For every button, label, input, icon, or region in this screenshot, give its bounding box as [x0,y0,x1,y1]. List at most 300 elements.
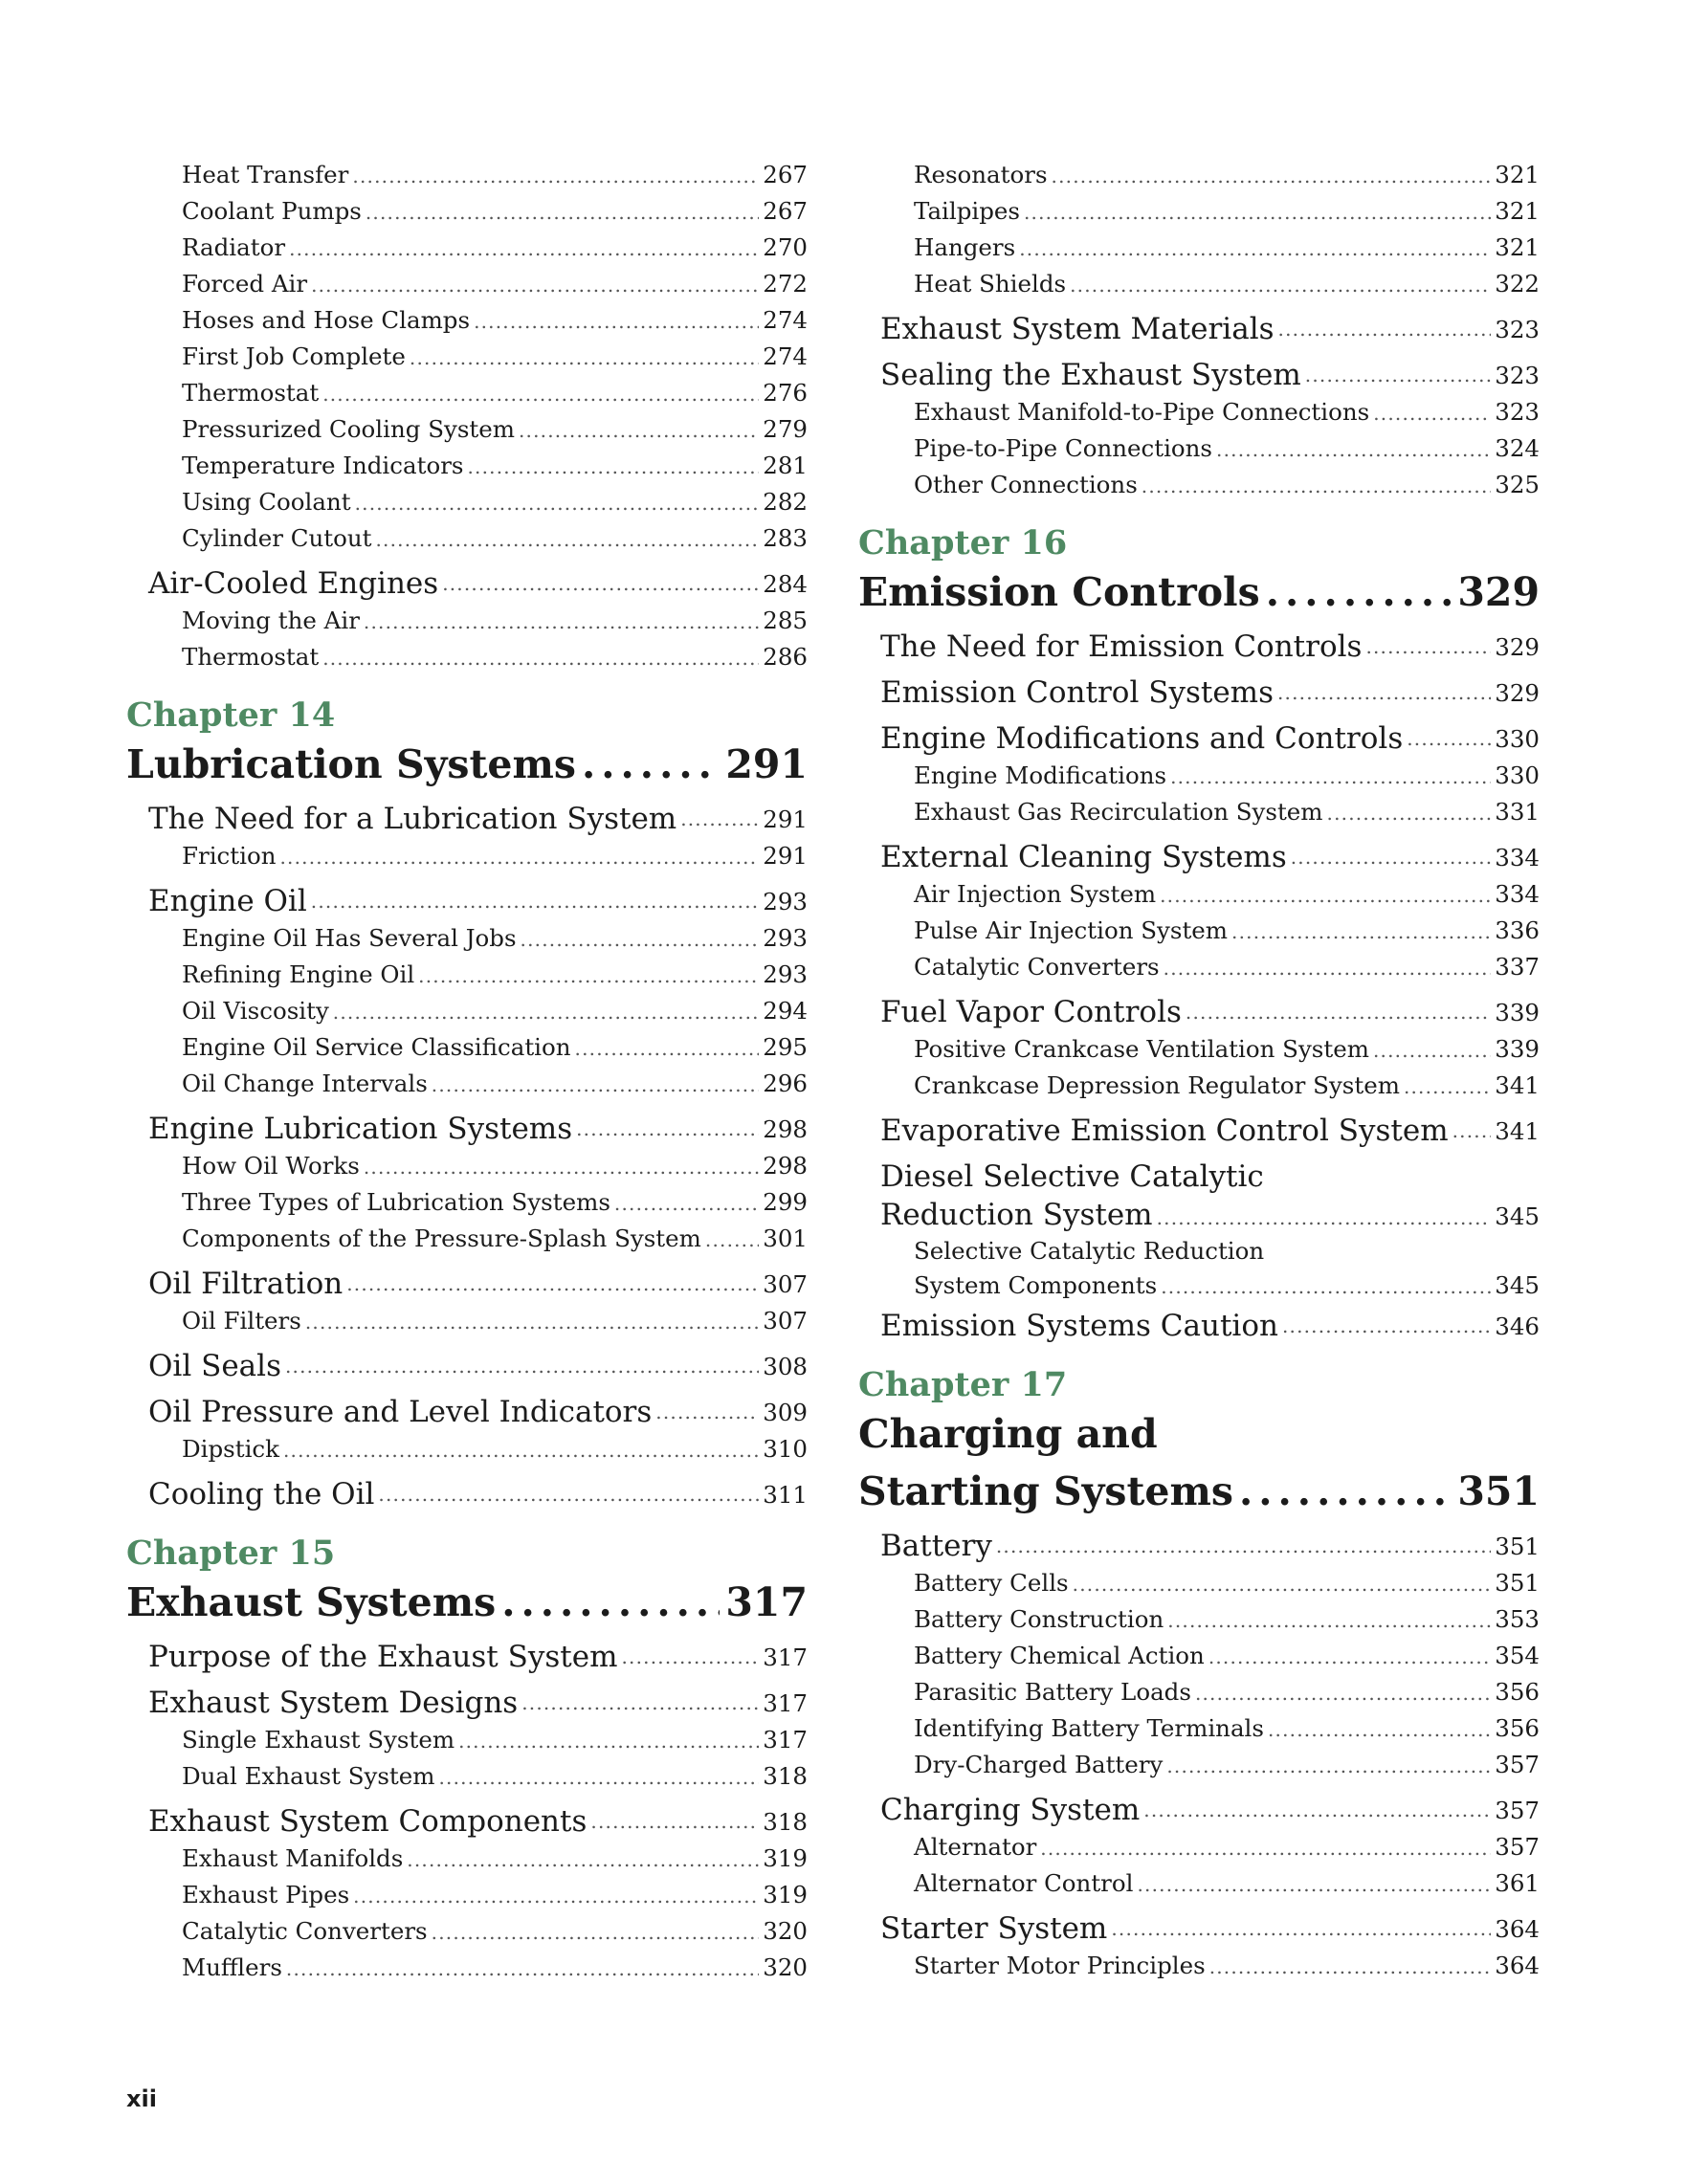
dot-leader [279,848,759,867]
toc-subentry [858,1642,1540,1678]
dot-leader [1052,166,1492,186]
entry-title: Exhaust Manifold-to-Pipe Connections [914,398,1370,426]
dot-leader [1137,1875,1491,1894]
entry-title: Lubrication Systems [126,741,576,787]
toc-section [858,1158,1540,1234]
entry-page: 354 [1495,1642,1540,1669]
toc-subentry [858,1035,1540,1071]
toc-subentry [126,233,808,270]
toc-section [126,1261,808,1307]
toc-subentry [126,1070,808,1106]
dot-leader [1070,276,1491,295]
entry-title: Thermostat [182,379,320,407]
dot-leader [1291,848,1492,867]
entry-page: 276 [763,379,808,407]
toc-subentry [126,197,808,233]
entry-title: Engine Oil Service Classification [182,1033,571,1061]
entry-page: 299 [763,1188,808,1216]
entry-title-line: Selective Catalytic Reduction [914,1237,1265,1265]
entry-title: Alternator [914,1833,1037,1861]
entry-title: Hoses and Hose Clamps [182,306,471,334]
toc-subentry [126,1726,808,1762]
entry-title: Components of the Pressure-Splash System [182,1224,701,1252]
entry-title: Dual Exhaust System [182,1762,435,1790]
entry-page: 345 [1495,1271,1540,1299]
entry-page: 317 [763,1643,808,1671]
entry-page: 294 [763,997,808,1025]
toc-subentry [126,1188,808,1224]
toc-section [126,1343,808,1389]
entry-page: 279 [763,415,808,443]
entry-page: 317 [725,1579,808,1625]
entry-page: 321 [1495,233,1540,261]
entry-title: Emission Control Systems [880,675,1274,710]
entry-title: Mufflers [182,1953,282,1981]
dot-leader [1170,767,1491,786]
entry-page: 323 [1495,361,1540,389]
dot-leader [1195,1684,1491,1703]
entry-page: 282 [763,488,808,516]
toc-section [858,670,1540,716]
entry-page: 364 [1495,1914,1540,1943]
toc-section [858,1108,1540,1154]
entry-title: Exhaust Manifolds [182,1844,404,1872]
entry-title: Purpose of the Exhaust System [148,1640,618,1674]
entry-title: System Components [914,1271,1158,1299]
entry-title: Exhaust Systems [126,1579,497,1625]
chapter-title [858,566,1540,624]
dot-leader [680,809,759,828]
entry-page: 320 [763,1953,808,1981]
entry-title: Moving the Air [182,607,360,634]
entry-title-line: Diesel Selective Catalytic [880,1159,1264,1194]
chapter-title [858,1466,1540,1523]
toc-subentry [126,997,808,1033]
entry-page: 339 [1495,998,1540,1026]
toc-subentry [858,471,1540,507]
dot-leader [655,1402,759,1422]
chapter-title [126,1577,808,1634]
toc-section [858,1787,1540,1833]
dot-leader [410,348,759,367]
toc-section [126,878,808,924]
toc-section [858,834,1540,880]
entry-title: Other Connections [914,471,1138,498]
toc-subentry [126,607,808,643]
entry-title: Dry-Charged Battery [914,1751,1164,1778]
dot-leader [289,239,759,258]
toc-section [126,1389,808,1435]
entry-page: 272 [763,270,808,298]
entry-title: Dipstick [182,1435,279,1463]
entry-title: Charging System [880,1793,1141,1827]
dot-leader [582,745,720,784]
entry-page: 295 [763,1033,808,1061]
dot-leader [1143,1800,1491,1820]
toc-subentry [126,452,808,488]
entry-page: 351 [1495,1532,1540,1560]
entry-title: Hangers [914,233,1016,261]
entry-page: 321 [1495,161,1540,188]
dot-leader [576,1119,759,1138]
entry-title: Friction [182,842,277,870]
dot-leader [575,1039,760,1058]
toc-subentry [858,197,1540,233]
entry-title: Battery Chemical Action [914,1642,1205,1669]
entry-page: 351 [1495,1569,1540,1597]
entry-page: 296 [763,1070,808,1097]
toc-subentry [126,1224,808,1261]
entry-title: Battery Construction [914,1605,1164,1633]
toc-section [858,1303,1540,1349]
dot-leader [1452,1121,1492,1140]
toc-subentry [858,1751,1540,1787]
toc-subentry [126,379,808,415]
entry-title: Three Types of Lubrication Systems [182,1188,610,1216]
dot-leader [1208,1647,1491,1666]
entry-page: 351 [1457,1468,1540,1514]
entry-title: Tailpipes [914,197,1020,225]
toc-section [126,561,808,607]
dot-leader [346,1274,759,1293]
dot-leader [322,649,759,668]
dot-leader [1373,1041,1491,1060]
dot-leader [1231,922,1491,941]
dot-leader [322,385,759,404]
toc-subentry [858,1714,1540,1751]
dot-leader [1305,365,1491,385]
entry-title: Emission Controls [858,569,1260,615]
entry-page: 298 [763,1152,808,1180]
dot-leader [366,203,759,222]
entry-page: 298 [763,1114,808,1143]
dot-leader [621,1647,759,1666]
entry-title: Oil Filters [182,1307,301,1335]
dot-leader [1407,729,1491,748]
toc-section [858,989,1540,1035]
entry-title: Starter System [880,1911,1108,1946]
toc-subentry [858,1833,1540,1869]
entry-page: 329 [1457,569,1540,615]
toc-subentry [126,415,808,452]
chapter-label: Chapter 15 [126,1533,336,1573]
toc-subentry [126,524,808,561]
entry-title: Starting Systems [858,1468,1233,1514]
entry-title: Cylinder Cutout [182,524,372,552]
toc-subentry [858,1952,1540,1988]
page-number: xii [126,2085,157,2112]
entry-page: 325 [1495,471,1540,498]
toc-subentry [126,306,808,342]
dot-leader [1365,637,1491,656]
toc-subentry [126,842,808,878]
entry-title: Exhaust Pipes [182,1881,350,1908]
dot-leader [1073,1575,1492,1594]
entry-page: 309 [763,1398,808,1426]
entry-page: 323 [1495,315,1540,343]
dot-leader [1161,1277,1491,1296]
entry-page: 329 [1495,632,1540,661]
entry-title: Oil Pressure and Level Indicators [148,1395,653,1429]
dot-leader [1277,683,1491,702]
toc-subentry [858,398,1540,434]
toc-subentry [126,1435,808,1471]
dot-leader [1186,1003,1491,1022]
dot-leader [353,1886,759,1906]
entry-page: 291 [763,805,808,833]
entry-page: 317 [763,1726,808,1754]
entry-page: 339 [1495,1035,1540,1063]
toc-section [126,1471,808,1517]
entry-title: Engine Oil Has Several Jobs [182,924,517,952]
entry-title: Radiator [182,233,286,261]
toc-section [858,624,1540,670]
dot-leader [467,457,759,476]
entry-title: External Cleaning Systems [880,840,1287,874]
entry-page: 283 [763,524,808,552]
entry-page: 357 [1495,1796,1540,1824]
dot-leader [311,276,759,295]
entry-page: 330 [1495,724,1540,753]
dot-leader [1024,203,1491,222]
entry-title: Starter Motor Principles [914,1952,1206,1979]
entry-page: 329 [1495,678,1540,707]
toc-subentry [126,960,808,997]
dot-leader [1040,1839,1491,1858]
entry-title: Evaporative Emission Control System [880,1114,1449,1148]
entry-title: Catalytic Converters [914,953,1160,981]
dot-leader [333,1003,759,1022]
entry-title: Resonators [914,161,1048,188]
entry-page: 310 [763,1435,808,1463]
toc-section [858,1523,1540,1569]
toc-subentry [126,161,808,197]
entry-title: Engine Modifications and Controls [880,721,1404,756]
toc-subentry [858,916,1540,953]
entry-title: Emission Systems Caution [880,1309,1278,1343]
entry-page: 318 [763,1807,808,1836]
toc-subentry [126,1307,808,1343]
entry-page: 281 [763,452,808,479]
dot-leader [442,574,759,593]
dot-leader [1278,320,1492,339]
toc-subentry [126,1881,808,1917]
entry-page: 274 [763,306,808,334]
dot-leader [501,1583,720,1622]
dot-leader [590,1812,759,1831]
entry-page: 334 [1495,843,1540,871]
dot-leader [355,494,760,513]
toc-subentry [126,1844,808,1881]
entry-page: 341 [1495,1116,1540,1145]
dot-leader [1216,440,1491,459]
entry-title: Battery Cells [914,1569,1069,1597]
dot-leader [996,1536,1491,1555]
entry-title: Oil Filtration [148,1267,344,1301]
entry-page: 285 [763,607,808,634]
dot-leader [364,612,759,631]
entry-title: Cooling the Oil [148,1477,375,1511]
entry-page: 357 [1495,1833,1540,1861]
toc-subentry [858,1605,1540,1642]
entry-page: 330 [1495,761,1540,789]
entry-title: Engine Lubrication Systems [148,1112,573,1146]
entry-page: 353 [1495,1605,1540,1633]
entry-title: Alternator Control [914,1869,1134,1897]
toc-subentry [126,1953,808,1990]
entry-page: 324 [1495,434,1540,462]
entry-title: Engine Oil [148,884,307,918]
dot-leader [375,530,759,549]
toc-subentry [126,342,808,379]
toc-subentry [858,1869,1540,1906]
entry-title: Fuel Vapor Controls [880,995,1182,1029]
toc-subentry [126,1152,808,1188]
entry-page: 357 [1495,1751,1540,1778]
dot-leader [285,1357,759,1376]
entry-page: 320 [763,1917,808,1945]
entry-title: Sealing the Exhaust System [880,358,1301,392]
toc-section-last-line [880,1196,1540,1234]
dot-leader [705,1230,759,1249]
entry-title: Forced Air [182,270,308,298]
entry-page: 321 [1495,197,1540,225]
dot-leader [458,1732,759,1751]
toc-subentry [858,798,1540,834]
dot-leader [1209,1957,1492,1976]
entry-title: Identifying Battery Terminals [914,1714,1264,1742]
dot-leader [1268,1720,1491,1739]
entry-title: Positive Crankcase Ventilation System [914,1035,1369,1063]
entry-title: Crankcase Depression Regulator System [914,1071,1400,1099]
entry-page: 336 [1495,916,1540,944]
entry-page: 364 [1495,1952,1540,1979]
entry-page: 307 [763,1307,808,1335]
entry-page: 293 [763,887,808,916]
entry-title: Using Coolant [182,488,351,516]
entry-title: Exhaust System Designs [148,1686,519,1720]
entry-page: 307 [763,1269,808,1298]
entry-title: Oil Viscosity [182,997,329,1025]
entry-title: Battery [880,1529,992,1563]
toc-subentry [858,1678,1540,1714]
entry-title: Pipe-to-Pipe Connections [914,434,1213,462]
entry-title: Refining Engine Oil [182,960,415,988]
dot-leader [364,1158,759,1177]
entry-title: Temperature Indicators [182,452,464,479]
entry-title: Exhaust System Components [148,1804,587,1839]
dot-leader [311,892,759,911]
toc-section [858,716,1540,761]
entry-page: 361 [1495,1869,1540,1897]
dot-leader [407,1850,759,1869]
dot-leader [1157,1208,1492,1227]
toc-section [858,352,1540,398]
chapter-label: Chapter 16 [858,523,1068,563]
toc-section [126,1106,808,1152]
entry-page: 274 [763,342,808,370]
dot-leader [1239,1472,1452,1511]
toc-column-left [126,161,808,1990]
entry-page: 286 [763,643,808,671]
dot-leader [1160,886,1491,905]
entry-title: Reduction System [880,1198,1153,1232]
chapter-title-line: Charging and [858,1411,1158,1457]
toc-column-right [858,161,1540,1988]
toc-subentry [858,1569,1540,1605]
toc-subentry [858,1234,1540,1303]
toc-subentry [858,1071,1540,1108]
entry-page: 331 [1495,798,1540,826]
toc-subentry [126,643,808,679]
entry-title: How Oil Works [182,1152,360,1180]
dot-leader [286,1959,759,1978]
entry-title: The Need for a Lubrication System [148,802,677,836]
dot-leader [418,966,759,985]
toc-subentry [858,953,1540,989]
entry-title: Catalytic Converters [182,1917,428,1945]
entry-page: 341 [1495,1071,1540,1099]
toc-section [126,1798,808,1844]
dot-leader [283,1441,759,1460]
entry-page: 319 [763,1844,808,1872]
toc-section [126,796,808,842]
dot-leader [614,1194,759,1213]
dot-leader [1167,1611,1491,1630]
entry-title: Exhaust Gas Recirculation System [914,798,1323,826]
dot-leader [1266,573,1452,612]
chapter-label: Chapter 17 [858,1365,1068,1404]
dot-leader [1373,404,1491,423]
entry-page: 308 [763,1352,808,1380]
entry-page: 291 [725,741,808,787]
dot-leader [1166,1756,1491,1776]
entry-page: 356 [1495,1714,1540,1742]
entry-page: 293 [763,924,808,952]
toc-subentry [126,1033,808,1070]
entry-title: First Job Complete [182,342,406,370]
dot-leader [521,930,760,949]
dot-leader [432,1075,759,1094]
entry-page: 284 [763,569,808,598]
entry-title: Oil Seals [148,1349,281,1383]
dot-leader [305,1313,759,1332]
entry-page: 318 [763,1762,808,1790]
entry-page: 322 [1495,270,1540,298]
entry-title: Oil Change Intervals [182,1070,428,1097]
entry-title: Air-Cooled Engines [148,566,439,601]
entry-page: 319 [763,1881,808,1908]
dot-leader [1164,959,1492,978]
toc-section [126,1680,808,1726]
entry-page: 345 [1495,1202,1540,1230]
entry-page: 337 [1495,953,1540,981]
toc-subentry [126,924,808,960]
entry-title: Pulse Air Injection System [914,916,1229,944]
dot-leader [1142,476,1491,496]
entry-title: Heat Transfer [182,161,349,188]
toc-subentry [858,880,1540,916]
dot-leader [1282,1316,1491,1335]
dot-leader [378,1485,759,1504]
toc-subentry [126,1762,808,1798]
dot-leader [474,312,759,331]
dot-leader [439,1768,760,1787]
dot-leader [432,1923,760,1942]
dot-leader [1327,804,1492,823]
entry-title: Parasitic Battery Loads [914,1678,1191,1706]
toc-subentry [126,1917,808,1953]
